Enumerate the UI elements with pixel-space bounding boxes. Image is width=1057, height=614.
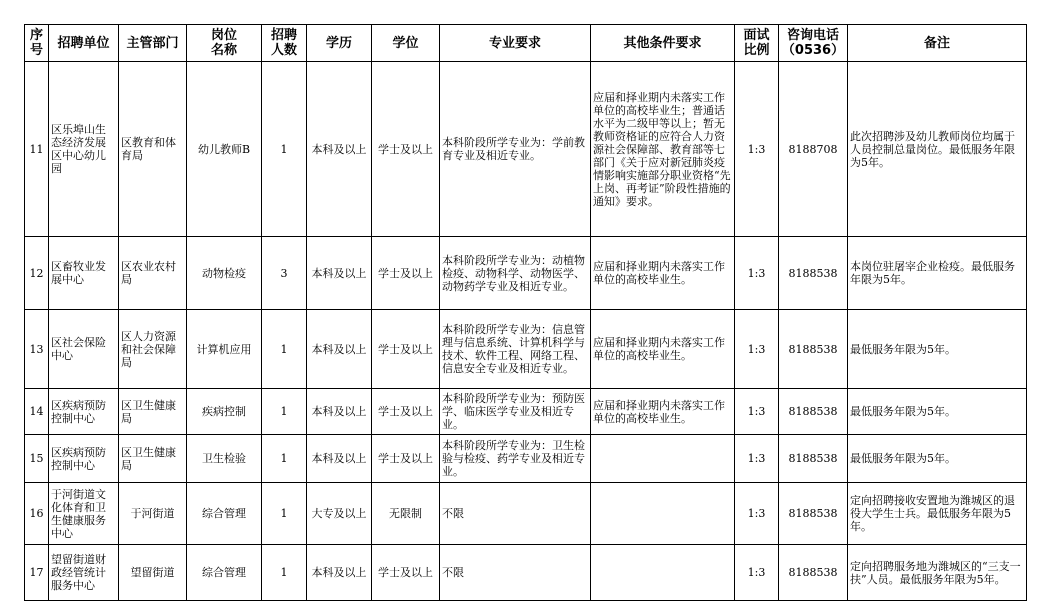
other-requirements: 应届和择业期内未落实工作单位的高校毕业生；普通话水平为二级甲等以上；暂无教师资格证的应符合人力资源社会保障部、教育部等七部门《关于应对新冠肺炎疫情影响实施部分职业资格“先上岗、再考证”阶段性措施的通知》要求。 (591, 62, 735, 237)
phone: 8188538 (779, 310, 848, 389)
major-requirement: 不限 (440, 483, 591, 545)
remarks: 本岗位驻屠宰企业检疫。最低服务年限为5年。 (848, 237, 1027, 310)
row-number: 11 (25, 62, 49, 237)
header-cell: 岗位 名称 (187, 25, 262, 62)
major-requirement: 不限 (440, 545, 591, 601)
table-header-row (25, 25, 1027, 62)
table-row (25, 483, 1027, 545)
supervising-dept: 区教育和体育局 (119, 62, 187, 237)
recruiting-unit: 于河街道文化体育和卫生健康服务中心 (49, 483, 119, 545)
header-cell: 专业要求 (440, 25, 591, 62)
header-cell: 学历 (307, 25, 372, 62)
education: 本科及以上 (307, 389, 372, 435)
interview-ratio: 1:3 (735, 237, 779, 310)
recruiting-unit: 区疾病预防控制中心 (49, 435, 119, 483)
supervising-dept: 区农业农村局 (119, 237, 187, 310)
other-requirements: 应届和择业期内未落实工作单位的高校毕业生。 (591, 237, 735, 310)
header-cell: 序 号 (25, 25, 49, 62)
hire-count: 1 (262, 62, 307, 237)
supervising-dept: 区人力资源和社会保障局 (119, 310, 187, 389)
education: 本科及以上 (307, 62, 372, 237)
supervising-dept: 区卫生健康局 (119, 435, 187, 483)
supervising-dept: 区卫生健康局 (119, 389, 187, 435)
interview-ratio: 1:3 (735, 389, 779, 435)
major-requirement: 本科阶段所学专业为：卫生检验与检疫、药学专业及相近专业。 (440, 435, 591, 483)
row-number: 16 (25, 483, 49, 545)
remarks: 最低服务年限为5年。 (848, 389, 1027, 435)
education: 本科及以上 (307, 310, 372, 389)
table-row (25, 310, 1027, 389)
major-requirement: 本科阶段所学专业为：动植物检疫、动物科学、动物医学、动物药学专业及相近专业。 (440, 237, 591, 310)
hire-count: 1 (262, 545, 307, 601)
table-row (25, 389, 1027, 435)
header-cell: 咨询电话 （0536） (779, 25, 848, 62)
post-name: 卫生检验 (187, 435, 262, 483)
recruiting-unit: 区畜牧业发展中心 (49, 237, 119, 310)
phone: 8188538 (779, 389, 848, 435)
hire-count: 1 (262, 435, 307, 483)
table-row (25, 545, 1027, 601)
recruiting-unit: 区乐埠山生态经济发展区中心幼儿园 (49, 62, 119, 237)
degree: 学士及以上 (372, 310, 440, 389)
supervising-dept: 于河街道 (119, 483, 187, 545)
remarks: 此次招聘涉及幼儿教师岗位均属于人员控制总量岗位。最低服务年限为5年。 (848, 62, 1027, 237)
degree: 无限制 (372, 483, 440, 545)
other-requirements (591, 483, 735, 545)
hire-count: 1 (262, 310, 307, 389)
degree: 学士及以上 (372, 62, 440, 237)
interview-ratio: 1:3 (735, 545, 779, 601)
interview-ratio: 1:3 (735, 483, 779, 545)
interview-ratio: 1:3 (735, 435, 779, 483)
degree: 学士及以上 (372, 545, 440, 601)
remarks: 最低服务年限为5年。 (848, 435, 1027, 483)
table-row (25, 435, 1027, 483)
major-requirement: 本科阶段所学专业为：学前教育专业及相近专业。 (440, 62, 591, 237)
supervising-dept: 望留街道 (119, 545, 187, 601)
remarks: 定向招聘接收安置地为潍城区的退役大学生士兵。最低服务年限为5年。 (848, 483, 1027, 545)
phone: 8188538 (779, 483, 848, 545)
post-name: 幼儿教师B (187, 62, 262, 237)
phone: 8188538 (779, 435, 848, 483)
phone: 8188538 (779, 545, 848, 601)
degree: 学士及以上 (372, 237, 440, 310)
recruitment-table (24, 24, 1027, 601)
table-row (25, 62, 1027, 237)
post-name: 综合管理 (187, 545, 262, 601)
row-number: 12 (25, 237, 49, 310)
interview-ratio: 1:3 (735, 310, 779, 389)
remarks: 定向招聘服务地为潍城区的“三支一扶”人员。最低服务年限为5年。 (848, 545, 1027, 601)
interview-ratio: 1:3 (735, 62, 779, 237)
header-cell: 面试 比例 (735, 25, 779, 62)
education: 本科及以上 (307, 237, 372, 310)
other-requirements (591, 545, 735, 601)
recruiting-unit: 区疾病预防控制中心 (49, 389, 119, 435)
degree: 学士及以上 (372, 435, 440, 483)
header-cell: 主管部门 (119, 25, 187, 62)
phone: 8188538 (779, 237, 848, 310)
major-requirement: 本科阶段所学专业为：预防医学、临床医学专业及相近专业。 (440, 389, 591, 435)
row-number: 14 (25, 389, 49, 435)
recruiting-unit: 望留街道财政经管统计服务中心 (49, 545, 119, 601)
hire-count: 1 (262, 483, 307, 545)
education: 本科及以上 (307, 545, 372, 601)
header-cell: 其他条件要求 (591, 25, 735, 62)
education: 大专及以上 (307, 483, 372, 545)
other-requirements (591, 435, 735, 483)
table-row (25, 237, 1027, 310)
remarks: 最低服务年限为5年。 (848, 310, 1027, 389)
row-number: 15 (25, 435, 49, 483)
hire-count: 3 (262, 237, 307, 310)
header-cell: 招聘单位 (49, 25, 119, 62)
hire-count: 1 (262, 389, 307, 435)
other-requirements: 应届和择业期内未落实工作单位的高校毕业生。 (591, 389, 735, 435)
row-number: 17 (25, 545, 49, 601)
other-requirements: 应届和择业期内未落实工作单位的高校毕业生。 (591, 310, 735, 389)
row-number: 13 (25, 310, 49, 389)
post-name: 疾病控制 (187, 389, 262, 435)
header-cell: 备注 (848, 25, 1027, 62)
recruiting-unit: 区社会保险中心 (49, 310, 119, 389)
header-cell: 招聘 人数 (262, 25, 307, 62)
degree: 学士及以上 (372, 389, 440, 435)
education: 本科及以上 (307, 435, 372, 483)
post-name: 动物检疫 (187, 237, 262, 310)
header-cell: 学位 (372, 25, 440, 62)
phone: 8188708 (779, 62, 848, 237)
major-requirement: 本科阶段所学专业为：信息管理与信息系统、计算机科学与技术、软件工程、网络工程、信息安全专业及相近专业。 (440, 310, 591, 389)
post-name: 综合管理 (187, 483, 262, 545)
post-name: 计算机应用 (187, 310, 262, 389)
